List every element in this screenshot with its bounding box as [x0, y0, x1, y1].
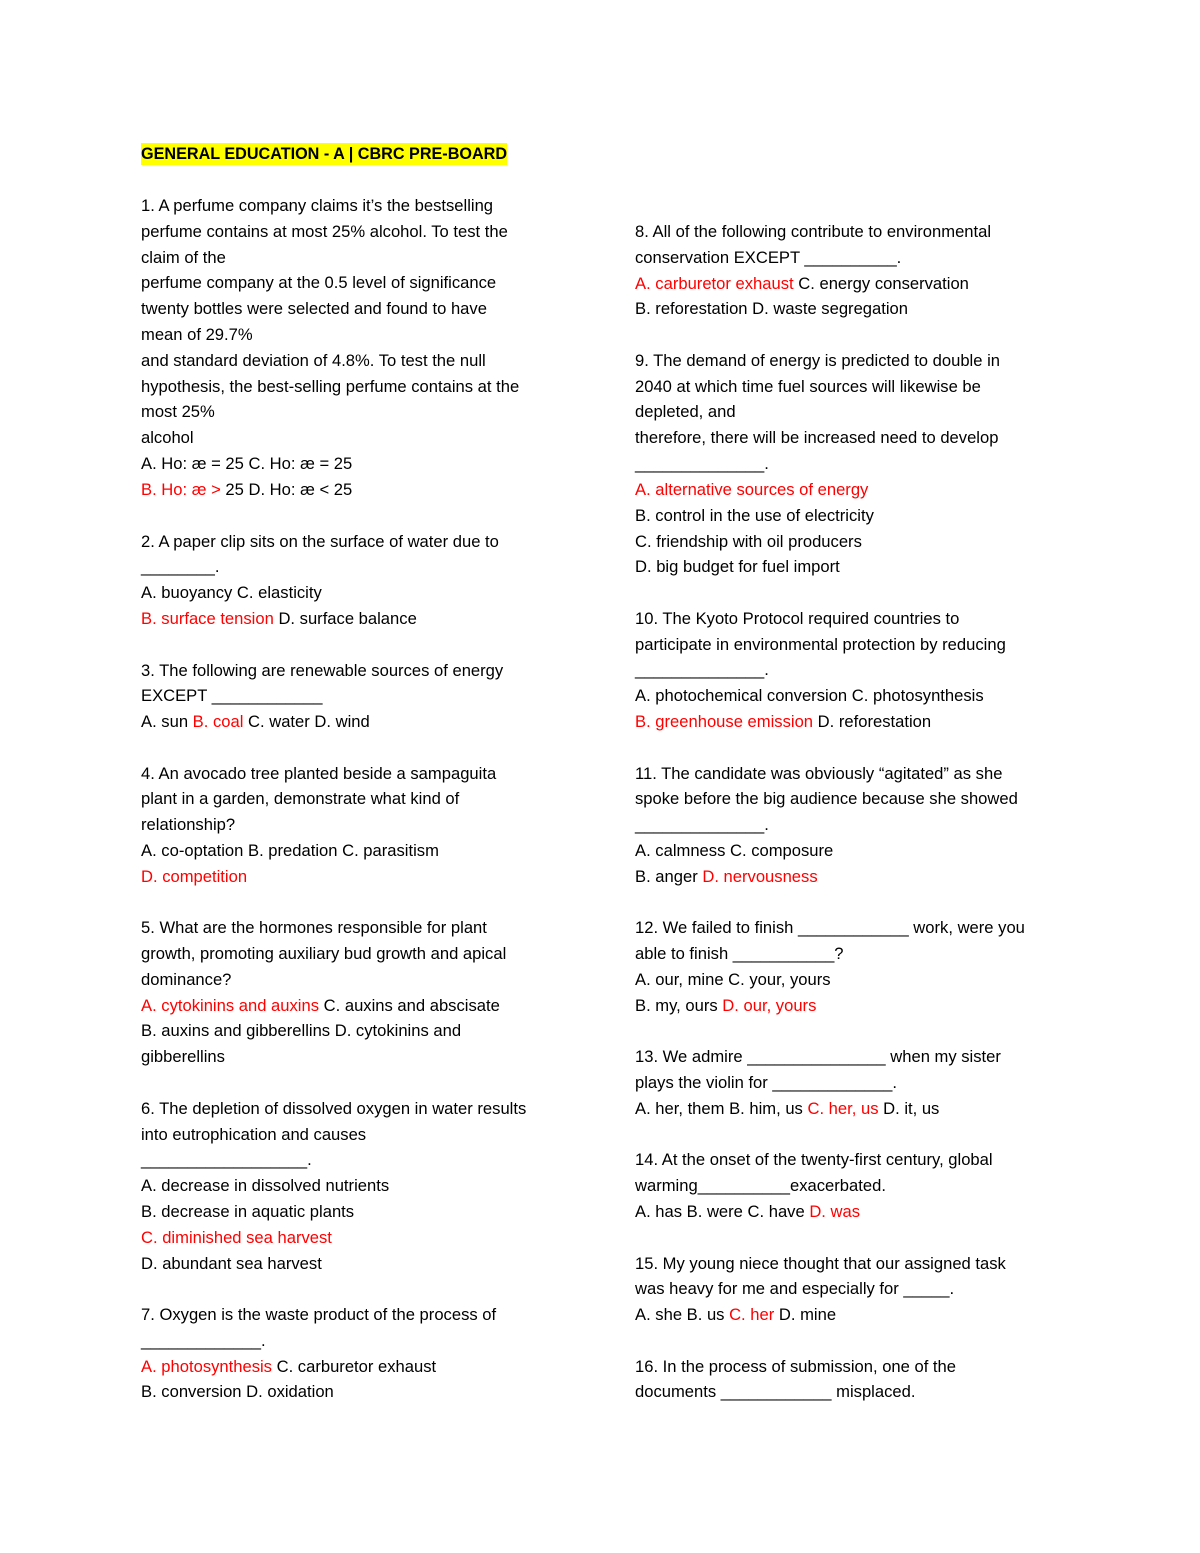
question-13-option-text: A. her, them B. him, us [635, 1099, 808, 1118]
question-7-options [141, 1356, 436, 1378]
question-3-options [141, 711, 370, 733]
question-3-option-text: A. sun [141, 712, 193, 731]
question-6-line: 6. The depletion of dissolved oxygen in water results [141, 1099, 527, 1118]
question-2-answer: B. surface tension [141, 609, 274, 628]
question-11-line: spoke before the big audience because she showed [635, 789, 1018, 808]
question-5-answer: A. cytokinins and auxins [141, 996, 320, 1015]
question-11-options: A. calmness C. composure [635, 841, 834, 860]
question-1-line: claim of the [141, 248, 226, 267]
question-9-line: therefore, there will be increased need to develop [635, 428, 999, 447]
question-2-option-text: D. surface balance [273, 609, 417, 628]
question-2-options: A. buoyancy C. elasticity [141, 583, 322, 602]
question-13-options [635, 1098, 939, 1120]
question-8-option-text: C. energy conservation [793, 274, 969, 293]
question-7-line: 7. Oxygen is the waste product of the process of [141, 1305, 497, 1324]
question-7-answer: A. photosynthesis [141, 1357, 272, 1376]
question-5-line: dominance? [141, 970, 232, 989]
question-13-answer: C. her, us [807, 1099, 879, 1118]
question-9-option: D. big budget for fuel import [635, 557, 840, 576]
question-5-option-text: C. auxins and abscisate [319, 996, 500, 1015]
question-7-option-text: C. carburetor exhaust [271, 1357, 437, 1376]
question-14-options [635, 1201, 860, 1223]
question-1-line: perfume company at the 0.5 level of significance [141, 273, 497, 292]
question-13-line: plays the violin for _____________. [635, 1073, 898, 1092]
question-12-options [635, 995, 816, 1017]
question-12-line: able to finish ___________? [635, 944, 844, 963]
question-4-line: 4. An avocado tree planted beside a sampaguita [141, 764, 497, 783]
question-1-line: and standard deviation of 4.8%. To test the null [141, 351, 486, 370]
question-6-option: B. decrease in aquatic plants [141, 1202, 355, 1221]
question-9-option: B. control in the use of electricity [635, 506, 874, 525]
question-8-options: B. reforestation D. waste segregation [635, 299, 909, 318]
question-3-answer: B. coal [192, 712, 244, 731]
question-3-line: EXCEPT ____________ [141, 686, 323, 705]
question-8-options [635, 273, 969, 295]
question-9-line: depleted, and [635, 402, 736, 421]
question-1-line: perfume contains at most 25% alcohol. To test the [141, 222, 508, 241]
question-6-answer: C. diminished sea harvest [141, 1228, 332, 1247]
question-11-line: ______________. [635, 815, 769, 834]
question-8-line: conservation EXCEPT __________. [635, 248, 902, 267]
question-1-line: most 25% [141, 402, 215, 421]
question-5-options: B. auxins and gibberellins D. cytokinins and [141, 1021, 462, 1040]
question-6-option: D. abundant sea harvest [141, 1254, 322, 1273]
question-16-line: documents ____________ misplaced. [635, 1382, 916, 1401]
question-11-options [635, 866, 818, 888]
question-9-line: ______________. [635, 454, 769, 473]
question-4-options: A. co-optation B. predation C. parasitism [141, 841, 439, 860]
question-3-option-text: C. water D. wind [243, 712, 370, 731]
question-5-options [141, 995, 500, 1017]
question-4-answer: D. competition [141, 867, 248, 886]
question-1-line: 1. A perfume company claims it’s the bestselling [141, 196, 494, 215]
question-11-option-text: B. anger [635, 867, 703, 886]
question-9-option: C. friendship with oil producers [635, 532, 862, 551]
question-10-answer: B. greenhouse emission [635, 712, 814, 731]
question-13-line: 13. We admire _______________ when my sister [635, 1047, 1001, 1066]
page-title: GENERAL EDUCATION - A | CBRC PRE-BOARD [141, 145, 508, 163]
question-7-options: B. conversion D. oxidation [141, 1382, 334, 1401]
question-5-options: gibberellins [141, 1047, 225, 1066]
question-7-line: _____________. [141, 1331, 266, 1350]
question-10-line: ______________. [635, 660, 769, 679]
question-9-line: 9. The demand of energy is predicted to double in [635, 351, 1000, 370]
question-1-line: hypothesis, the best-selling perfume contains at the [141, 377, 520, 396]
question-5-line: growth, promoting auxiliary bud growth and apical [141, 944, 507, 963]
question-10-option-text: D. reforestation [813, 712, 932, 731]
question-16-line: 16. In the process of submission, one of the [635, 1357, 957, 1376]
question-2-line: 2. A paper clip sits on the surface of water due to [141, 532, 499, 551]
question-1-line: mean of 29.7% [141, 325, 253, 344]
question-15-options [635, 1304, 836, 1326]
question-1-line: alcohol [141, 428, 194, 447]
question-12-answer: D. our, yours [722, 996, 817, 1015]
question-13-option-text: D. it, us [878, 1099, 940, 1118]
question-6-line: __________________. [141, 1150, 312, 1169]
question-10-options [635, 711, 931, 733]
question-12-options: A. our, mine C. your, yours [635, 970, 831, 989]
question-14-option-text: A. has B. were C. have [635, 1202, 810, 1221]
question-1-option-text: 25 D. Ho: æ < 25 [220, 480, 353, 499]
question-8-line: 8. All of the following contribute to environmental [635, 222, 992, 241]
question-15-option-text: D. mine [774, 1305, 837, 1324]
question-14-line: 14. At the onset of the twenty-first century, global [635, 1150, 993, 1169]
question-6-line: into eutrophication and causes [141, 1125, 367, 1144]
question-9-answer: A. alternative sources of energy [635, 480, 869, 499]
question-1-line: twenty bottles were selected and found to have [141, 299, 487, 318]
question-4-line: relationship? [141, 815, 236, 834]
question-12-option-text: B. my, ours [635, 996, 723, 1015]
question-14-line: warming__________exacerbated. [635, 1176, 886, 1195]
question-4-line: plant in a garden, demonstrate what kind of [141, 789, 460, 808]
question-10-line: 10. The Kyoto Protocol required countries to [635, 609, 960, 628]
question-6-option: A. decrease in dissolved nutrients [141, 1176, 390, 1195]
question-9-line: 2040 at which time fuel sources will likewise be [635, 377, 981, 396]
question-15-answer: C. her [729, 1305, 775, 1324]
question-10-options: A. photochemical conversion C. photosynthesis [635, 686, 984, 705]
question-5-line: 5. What are the hormones responsible for plant [141, 918, 487, 937]
question-14-answer: D. was [809, 1202, 861, 1221]
question-3-line: 3. The following are renewable sources of energy [141, 661, 504, 680]
question-15-line: 15. My young niece thought that our assigned task [635, 1254, 1006, 1273]
question-8-answer: A. carburetor exhaust [635, 274, 794, 293]
question-15-option-text: A. she B. us [635, 1305, 730, 1324]
question-2-options [141, 608, 417, 630]
question-15-line: was heavy for me and especially for _____. [635, 1279, 955, 1298]
question-11-line: 11. The candidate was obviously “agitated” as she [635, 764, 1003, 783]
question-2-line: ________. [141, 557, 220, 576]
question-1-options: A. Ho: æ = 25 C. Ho: æ = 25 [141, 454, 353, 473]
question-12-line: 12. We failed to finish ____________ work, were you [635, 918, 1025, 937]
question-11-answer: D. nervousness [702, 867, 818, 886]
question-1-answer: B. Ho: æ > [141, 480, 221, 499]
question-1-options [141, 479, 352, 501]
question-10-line: participate in environmental protection by reducing [635, 635, 1006, 654]
